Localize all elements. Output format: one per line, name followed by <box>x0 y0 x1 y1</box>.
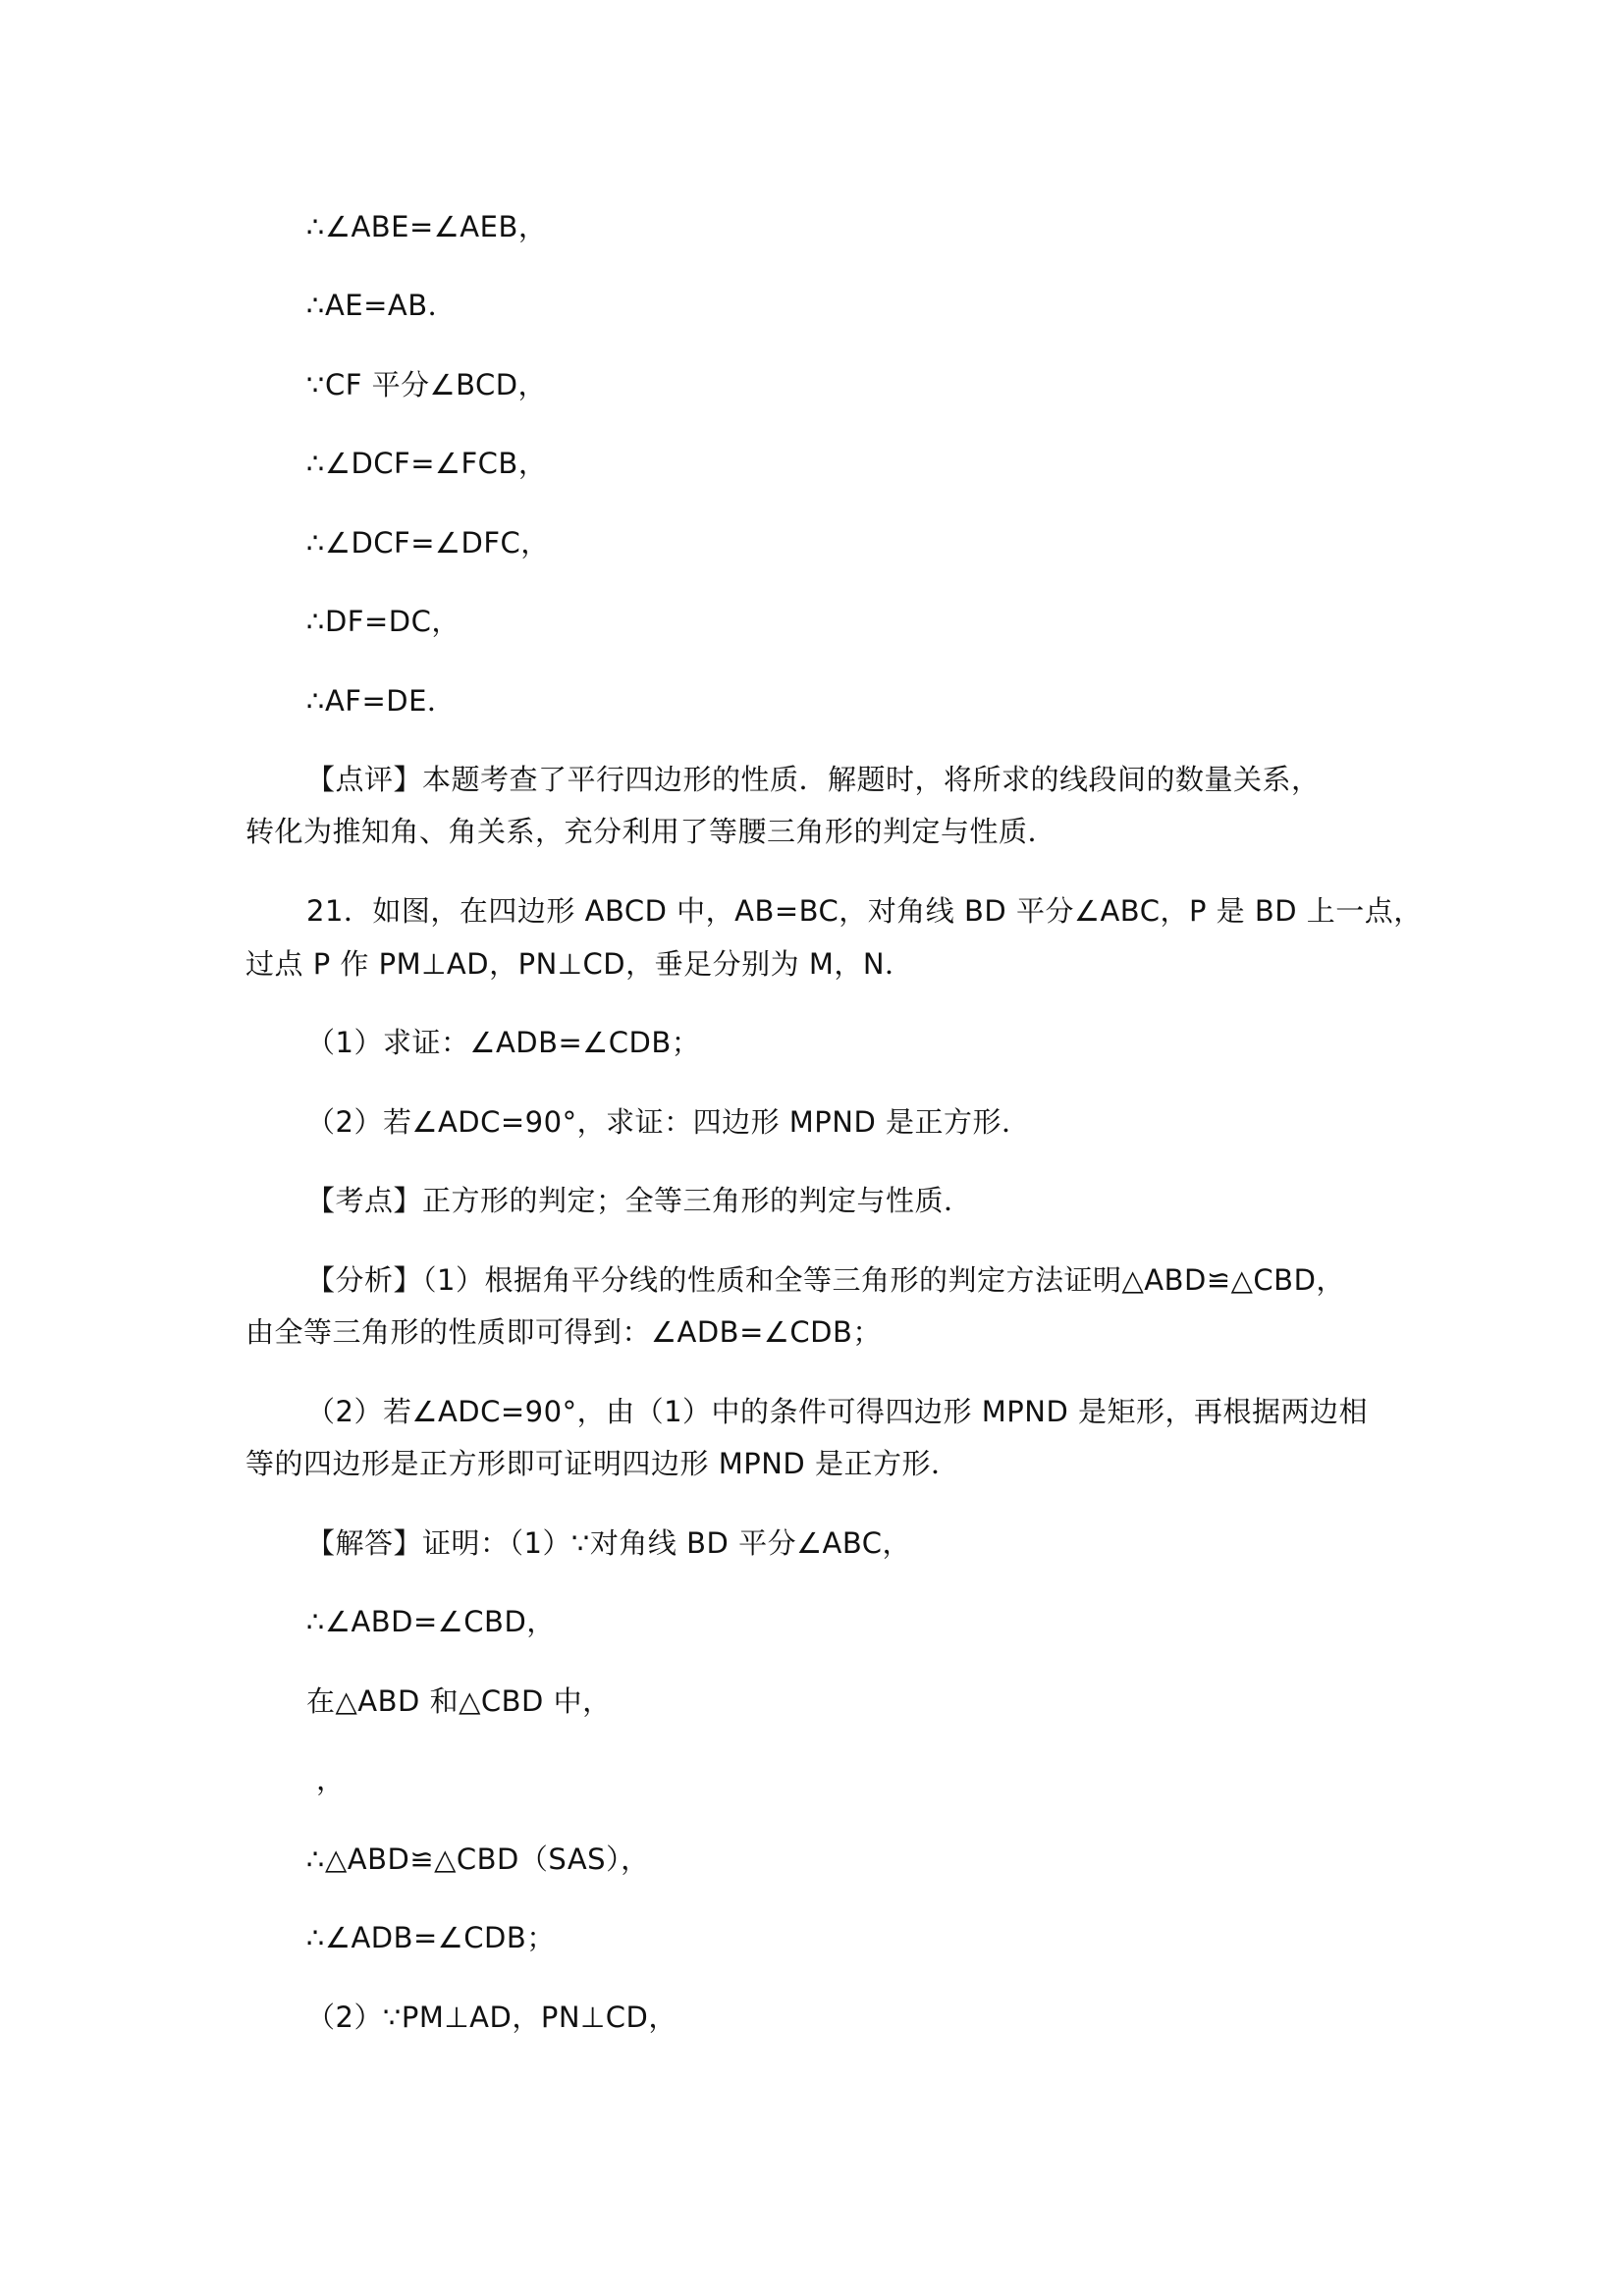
proof-line-1: ∴∠ABE=∠AEB， <box>306 210 548 243</box>
jieda-line-6: ∴∠ADB=∠CDB； <box>306 1921 556 1954</box>
comment-line-2: 转化为推知角、角关系，充分利用了等腰三角形的判定与性质． <box>245 815 1057 848</box>
question-21-line-1: 21．如图，在四边形 ABCD 中，AB=BC，对角线 BD 平分∠ABC，P 是 BD 上一点， <box>306 894 1423 928</box>
fenxi-line-3: （2）若∠ADC=90°，由（1）中的条件可得四边形 MPND 是矩形，再根据两边相 <box>306 1395 1368 1428</box>
proof-line-4: ∴∠DCF=∠FCB， <box>306 447 548 480</box>
proof-line-3: ∵CF 平分∠BCD， <box>306 368 548 401</box>
jieda-line-2: ∴∠ABD=∠CBD， <box>306 1605 556 1638</box>
question-21-line-2: 过点 P 作 PM⊥AD，PN⊥CD，垂足分别为 M，N． <box>245 947 914 981</box>
jieda-line-7: （2）∵PM⊥AD，PN⊥CD， <box>306 2001 677 2034</box>
proof-line-7: ∴AF=DE． <box>306 684 457 718</box>
comment-line-1: 【点评】本题考查了平行四边形的性质．解题时，将所求的线段间的数量关系， <box>306 763 1321 796</box>
proof-line-5: ∴∠DCF=∠DFC， <box>306 526 550 560</box>
proof-line-6: ∴DF=DC， <box>306 605 460 638</box>
question-21-part-2: （2）若∠ADC=90°，求证：四边形 MPND 是正方形． <box>306 1105 1031 1139</box>
kaodian-line: 【考点】正方形的判定；全等三角形的判定与性质． <box>306 1184 973 1217</box>
jieda-line-4: ， <box>316 1763 346 1796</box>
jieda-line-1: 【解答】证明：（1）∵对角线 BD 平分∠ABC， <box>306 1526 912 1560</box>
jieda-line-3: 在△ABD 和△CBD 中， <box>306 1684 612 1718</box>
proof-line-2: ∴AE=AB． <box>306 289 458 322</box>
fenxi-line-1: 【分析】（1）根据角平分线的性质和全等三角形的判定方法证明△ABD≌△CBD， <box>306 1263 1345 1297</box>
question-21-part-1: （1）求证：∠ADB=∠CDB； <box>306 1026 701 1059</box>
fenxi-line-4: 等的四边形是正方形即可证明四边形 MPND 是正方形． <box>245 1447 960 1480</box>
jieda-line-5: ∴△ABD≌△CBD（SAS）， <box>306 1842 650 1876</box>
fenxi-line-2: 由全等三角形的性质即可得到：∠ADB=∠CDB； <box>245 1315 882 1349</box>
